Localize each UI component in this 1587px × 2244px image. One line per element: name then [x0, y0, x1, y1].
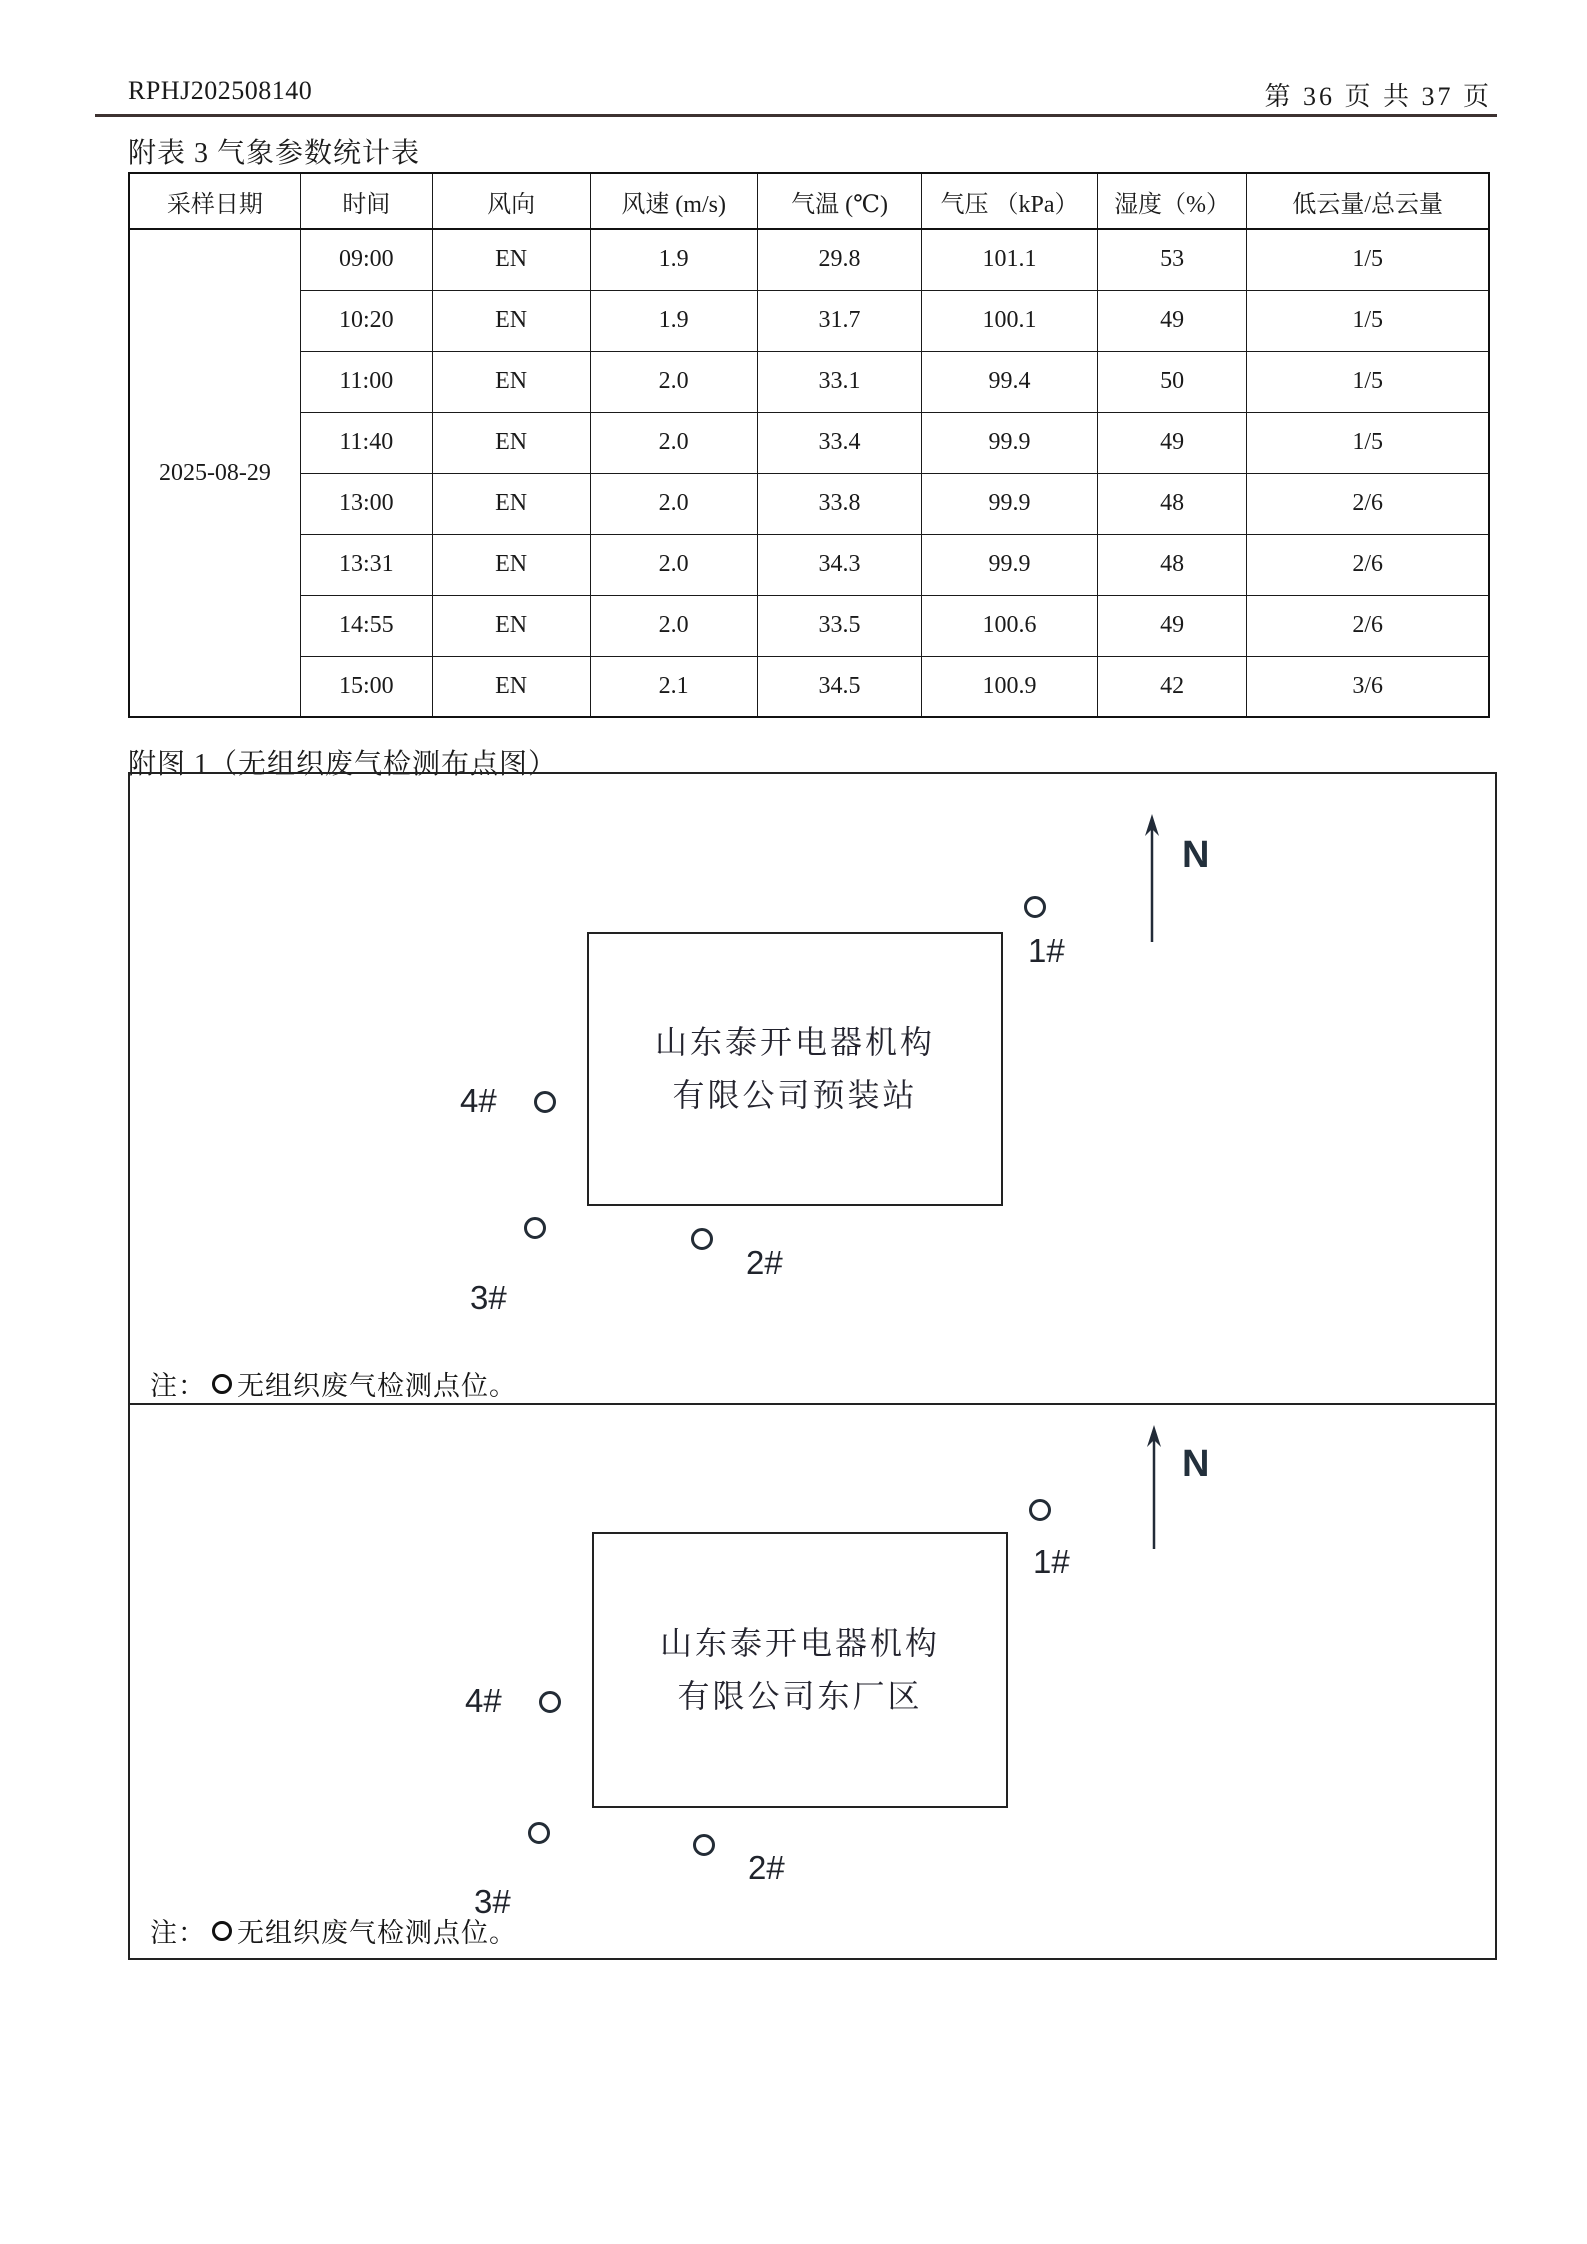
- monitor-point-1-label: 1#: [1033, 1543, 1070, 1580]
- table-row: [129, 290, 1489, 351]
- monitor-point-3-icon: [528, 1822, 550, 1844]
- monitor-point-4-label: 4#: [460, 1082, 497, 1119]
- cell-temp: 29.8: [757, 229, 922, 290]
- monitor-point-2-icon: [691, 1228, 713, 1250]
- cell-wind-dir: EN: [432, 656, 590, 717]
- monitor-point-2-label: 2#: [746, 1244, 783, 1281]
- cell-pressure: 101.1: [922, 229, 1097, 290]
- cell-wind-dir: EN: [432, 534, 590, 595]
- north-label: N: [1182, 834, 1210, 876]
- site-name-line2: 有限公司预装站: [672, 1077, 918, 1113]
- cell-cloud: 1/5: [1247, 229, 1489, 290]
- monitor-point-2-label: 2#: [748, 1849, 785, 1886]
- cell-pressure: 99.9: [922, 412, 1097, 473]
- cell-time: 11:00: [300, 351, 432, 412]
- note-text: 无组织废气检测点位。: [237, 1371, 517, 1401]
- note-prefix: 注：: [150, 1371, 206, 1401]
- cell-time: 13:00: [300, 473, 432, 534]
- north-label: N: [1182, 1443, 1210, 1485]
- cell-time: 13:31: [300, 534, 432, 595]
- monitor-point-legend-icon: [212, 1374, 232, 1394]
- cell-humidity: 49: [1097, 290, 1247, 351]
- monitor-point-4-label: 4#: [465, 1682, 502, 1719]
- cell-time: 10:20: [300, 290, 432, 351]
- cell-pressure: 100.6: [922, 595, 1097, 656]
- cell-cloud: 1/5: [1247, 290, 1489, 351]
- site-building-box: [587, 932, 1003, 1206]
- monitor-point-2-icon: [693, 1834, 715, 1856]
- table-row: [129, 534, 1489, 595]
- table-header-row: [129, 173, 1489, 229]
- monitor-point-4-icon: [539, 1691, 561, 1713]
- cell-cloud: 1/5: [1247, 412, 1489, 473]
- cell-wind-spd: 1.9: [590, 290, 757, 351]
- table-row: [129, 351, 1489, 412]
- col-header-date: 采样日期: [129, 173, 300, 229]
- monitor-point-4-icon: [534, 1091, 556, 1113]
- cell-wind-dir: EN: [432, 412, 590, 473]
- legend-note: [150, 1911, 517, 1950]
- cell-wind-spd: 2.0: [590, 534, 757, 595]
- cell-cloud: 2/6: [1247, 473, 1489, 534]
- cell-cloud: 1/5: [1247, 351, 1489, 412]
- cell-wind-spd: 2.0: [590, 351, 757, 412]
- cell-humidity: 49: [1097, 412, 1247, 473]
- monitor-point-1-icon: [1024, 896, 1046, 918]
- cell-wind-dir: EN: [432, 290, 590, 351]
- note-prefix: 注：: [150, 1918, 206, 1948]
- cell-temp: 34.5: [757, 656, 922, 717]
- col-header-time: 时间: [300, 173, 432, 229]
- cell-time: 14:55: [300, 595, 432, 656]
- site-building-box: [592, 1532, 1008, 1808]
- cell-temp: 33.4: [757, 412, 922, 473]
- cell-wind-spd: 2.0: [590, 473, 757, 534]
- cell-pressure: 100.1: [922, 290, 1097, 351]
- table-row: [129, 656, 1489, 717]
- cell-humidity: 48: [1097, 534, 1247, 595]
- monitor-point-1-icon: [1029, 1499, 1051, 1521]
- cell-humidity: 48: [1097, 473, 1247, 534]
- cell-humidity: 49: [1097, 595, 1247, 656]
- table-row: [129, 595, 1489, 656]
- cell-time: 11:40: [300, 412, 432, 473]
- cell-cloud: 2/6: [1247, 534, 1489, 595]
- col-header-humidity: 湿度（%）: [1097, 173, 1247, 229]
- cell-wind-dir: EN: [432, 595, 590, 656]
- figure-caption: 附图 1（无组织废气检测布点图）: [128, 749, 558, 780]
- sampling-date: 2025-08-29: [129, 229, 300, 717]
- cell-humidity: 50: [1097, 351, 1247, 412]
- monitor-point-3-label: 3#: [474, 1883, 511, 1920]
- layout-panel-2: [130, 1405, 1495, 1958]
- monitor-point-1-label: 1#: [1028, 932, 1065, 969]
- cell-temp: 31.7: [757, 290, 922, 351]
- cell-humidity: 42: [1097, 656, 1247, 717]
- cell-time: 09:00: [300, 229, 432, 290]
- note-text: 无组织废气检测点位。: [237, 1918, 517, 1948]
- col-header-wind-dir: 风向: [432, 173, 590, 229]
- site-name-line1: 山东泰开电器机构: [654, 1024, 935, 1061]
- cell-wind-dir: EN: [432, 229, 590, 290]
- cell-temp: 33.8: [757, 473, 922, 534]
- cell-temp: 33.5: [757, 595, 922, 656]
- col-header-pressure: 气压 （kPa）: [922, 173, 1097, 229]
- cell-time: 15:00: [300, 656, 432, 717]
- cell-cloud: 3/6: [1247, 656, 1489, 717]
- cell-wind-spd: 2.1: [590, 656, 757, 717]
- cell-humidity: 53: [1097, 229, 1247, 290]
- doc-number: RPHJ202508140: [128, 76, 313, 105]
- col-header-temp: 气温 (℃): [757, 173, 922, 229]
- cell-wind-spd: 1.9: [590, 229, 757, 290]
- cell-cloud: 2/6: [1247, 595, 1489, 656]
- monitor-point-legend-icon: [212, 1921, 232, 1941]
- table-row: [129, 473, 1489, 534]
- cell-pressure: 100.9: [922, 656, 1097, 717]
- site-name-line1: 山东泰开电器机构: [659, 1625, 940, 1662]
- cell-temp: 34.3: [757, 534, 922, 595]
- page-indicator: 第 36 页 共 37 页: [1264, 82, 1492, 111]
- header-rule: [95, 114, 1497, 117]
- weather-table: [128, 172, 1490, 718]
- cell-pressure: 99.4: [922, 351, 1097, 412]
- cell-wind-spd: 2.0: [590, 412, 757, 473]
- site-name-line2: 有限公司东厂区: [677, 1678, 923, 1714]
- north-arrow-icon: [1138, 1425, 1170, 1551]
- table-row: [129, 229, 1489, 290]
- cell-wind-spd: 2.0: [590, 595, 757, 656]
- cell-wind-dir: EN: [432, 351, 590, 412]
- col-header-cloud: 低云量/总云量: [1247, 173, 1489, 229]
- table-title: 附表 3 气象参数统计表: [128, 138, 421, 169]
- cell-pressure: 99.9: [922, 473, 1097, 534]
- legend-note: [150, 1364, 517, 1403]
- layout-panel-1: [130, 774, 1495, 1405]
- cell-wind-dir: EN: [432, 473, 590, 534]
- monitor-point-3-icon: [524, 1217, 546, 1239]
- table-row: [129, 412, 1489, 473]
- north-arrow-icon: [1136, 814, 1168, 944]
- monitor-point-3-label: 3#: [470, 1279, 507, 1316]
- col-header-wind-spd: 风速 (m/s): [590, 173, 757, 229]
- cell-pressure: 99.9: [922, 534, 1097, 595]
- figure-frame: [128, 772, 1497, 1960]
- cell-temp: 33.1: [757, 351, 922, 412]
